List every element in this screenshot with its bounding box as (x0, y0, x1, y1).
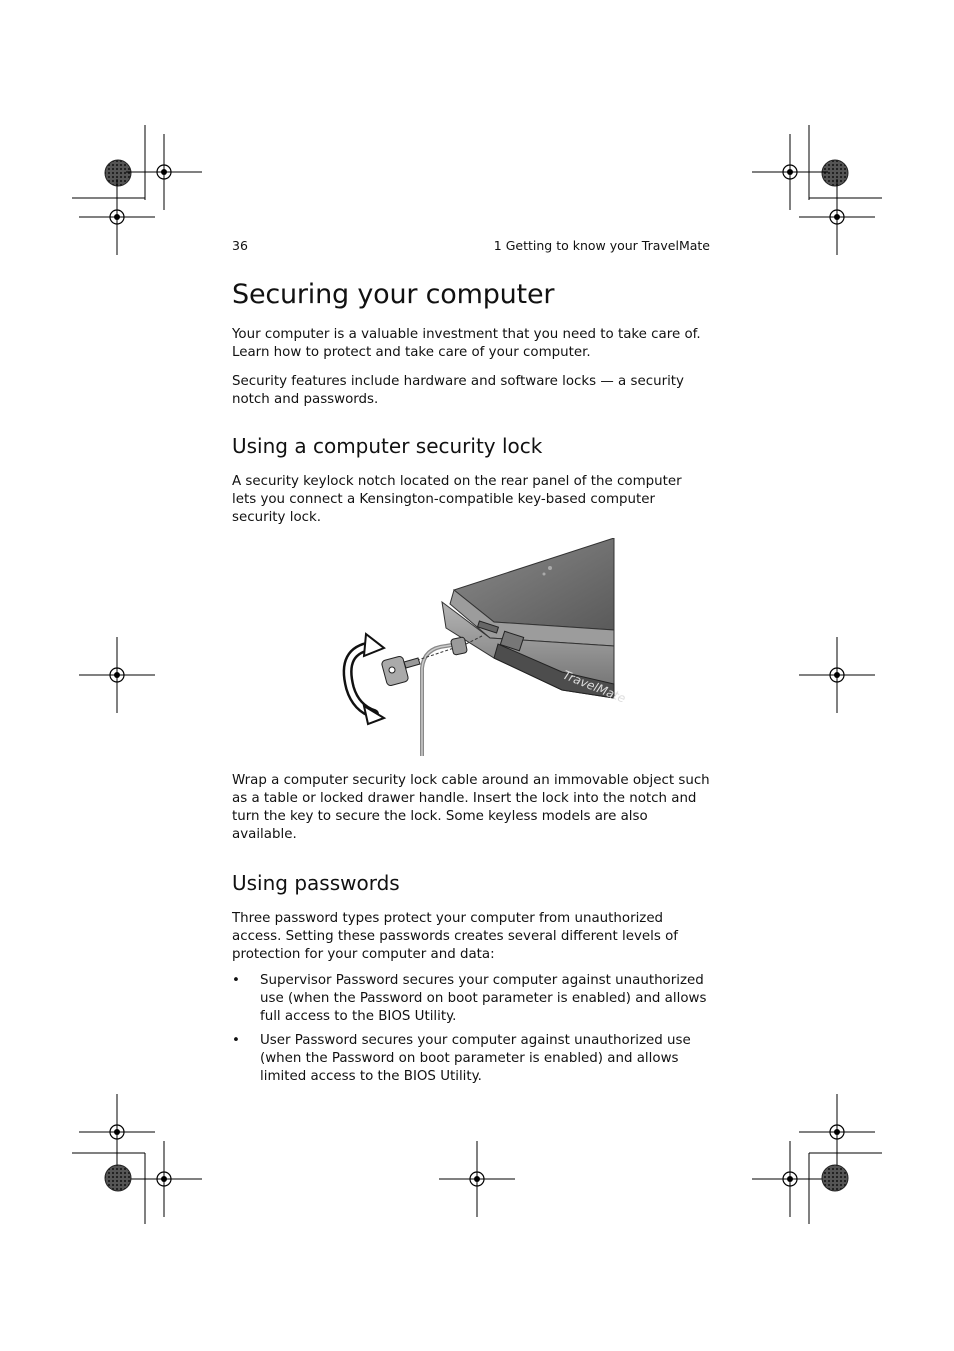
page-number: 36 (232, 238, 248, 253)
crosshair-top-left-2 (79, 179, 155, 255)
crosshair-bottom-left-2 (126, 1141, 202, 1217)
crosshair-bottom-center (439, 1141, 515, 1217)
security-lock-heading: Using a computer security lock (232, 434, 543, 458)
bullet-marker: • (232, 1033, 240, 1048)
color-target-bottom-right (822, 1165, 848, 1191)
color-target-top-right (822, 160, 848, 186)
list-item (232, 972, 710, 1026)
list-item-text: User Password secures your computer against unauthorized use (when the Password on boot parameter is enabled) and allows limited access to the BIOS Utility. (260, 1033, 691, 1084)
key-icon (381, 656, 420, 687)
list-item-text: Supervisor Password secures your computer against unauthorized use (when the Password on boot parameter is enabled) and allows full access to the BIOS Utility. (260, 973, 707, 1024)
bullet-marker: • (232, 973, 240, 988)
page-content (232, 278, 710, 1092)
color-target-top-left (105, 160, 131, 186)
crosshair-bottom-right-2 (752, 1141, 828, 1217)
crosshair-mid-right (799, 637, 875, 713)
security-lock-illustration (232, 538, 710, 756)
intro-paragraph-1: Your computer is a valuable investment that you need to take care of. Learn how to protect and take care of your computer. (232, 327, 701, 360)
laptop-icon (442, 538, 628, 706)
color-target-bottom-left (105, 1165, 131, 1191)
passwords-heading: Using passwords (232, 871, 400, 895)
intro-paragraph-2: Security features include hardware and software locks — a security notch and passwords. (232, 374, 684, 407)
security-lock-paragraph-1: A security keylock notch located on the rear panel of the computer lets you connect a Kensington-compatible key-based computer security lock. (232, 474, 682, 525)
security-lock-paragraph-2: Wrap a computer security lock cable around an immovable object such as a table or locked drawer handle. Insert the lock into the notch and turn the key to secure the lock. Some keyless models are also available. (232, 773, 710, 842)
running-header-chapter: 1 Getting to know your TravelMate (493, 238, 710, 253)
crosshair-top-right-2 (799, 179, 875, 255)
laptop-lock-drawing (232, 538, 710, 756)
crosshair-mid-left (79, 637, 155, 713)
list-item (232, 1032, 710, 1086)
password-types-list (232, 972, 710, 1086)
crosshair-top-right-1 (752, 134, 828, 210)
security-cable-lock-icon (412, 636, 482, 756)
rotate-arrow-icon (348, 634, 384, 724)
brand-text: TravelMate (560, 667, 628, 706)
crosshair-bottom-left-1 (79, 1094, 155, 1170)
passwords-paragraph: Three password types protect your computer from unauthorized access. Setting these passwords creates several different levels of protection for your computer and data: (232, 911, 679, 962)
crosshair-top-left-1 (126, 134, 202, 210)
crosshair-bottom-right-1 (799, 1094, 875, 1170)
page-title: Securing your computer (232, 279, 555, 310)
